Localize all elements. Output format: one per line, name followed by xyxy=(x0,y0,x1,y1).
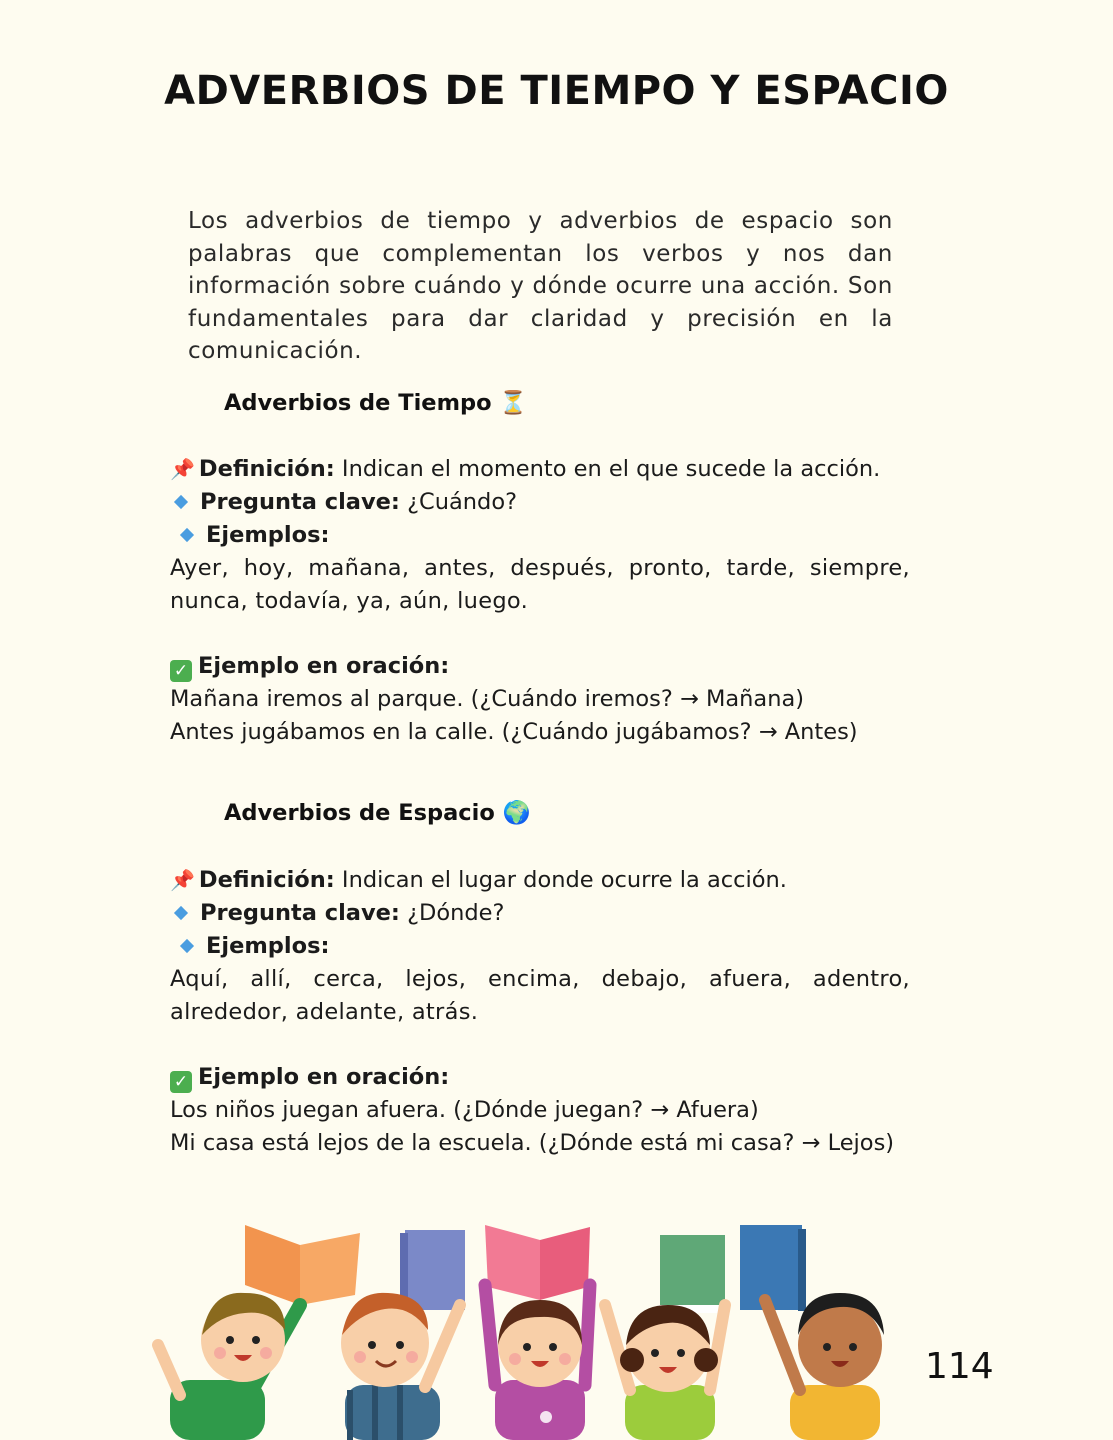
kid-2-illustration xyxy=(341,1230,465,1440)
espacio-definition xyxy=(170,864,910,897)
globe-icon: 🌍 xyxy=(502,800,531,826)
tiempo-sentence-1: Mañana iremos al parque. (¿Cuándo iremos? → Mañana) xyxy=(170,686,805,712)
espacio-sentence-1: Los niños juegan afuera. (¿Dónde juegan? → Afuera) xyxy=(170,1097,759,1123)
sentence-label: Ejemplo en oración: xyxy=(198,653,450,679)
diamond-icon xyxy=(180,527,194,541)
hourglass-icon: ⏳ xyxy=(499,390,528,416)
tiempo-sentence-2: Antes jugábamos en la calle. (¿Cuándo jugábamos? → Antes) xyxy=(170,719,858,745)
espacio-examples-label xyxy=(176,930,916,963)
sentence-label: Ejemplo en oración: xyxy=(198,1064,450,1090)
tiempo-question xyxy=(170,486,910,519)
kid-5-illustration xyxy=(740,1225,884,1440)
examples-label: Ejemplos: xyxy=(206,933,330,959)
pin-icon: 📌 xyxy=(170,868,195,892)
page-title: ADVERBIOS DE TIEMPO Y ESPACIO xyxy=(164,68,949,114)
diamond-icon xyxy=(180,938,194,952)
section-heading-tiempo-text: Adverbios de Tiempo xyxy=(224,390,492,416)
definition-label: Definición: xyxy=(198,456,335,482)
examples-label: Ejemplos: xyxy=(206,522,330,548)
section-heading-espacio xyxy=(224,800,531,826)
tiempo-examples-text: Ayer, hoy, mañana, antes, después, pronto, tarde, siempre, nunca, todavía, ya, aún, luego. xyxy=(170,555,910,614)
tiempo-definition xyxy=(170,453,910,486)
definition-text: Indican el lugar donde ocurre la acción. xyxy=(334,867,787,893)
espacio-sentence-label xyxy=(170,1061,910,1094)
definition-label: Definición: xyxy=(198,867,335,893)
section-heading-espacio-text: Adverbios de Espacio xyxy=(224,800,495,826)
espacio-sentence-2: Mi casa está lejos de la escuela. (¿Dónde está mi casa? → Lejos) xyxy=(170,1130,895,1156)
question-label: Pregunta clave: xyxy=(200,489,400,515)
diamond-icon xyxy=(174,494,188,508)
question-text: ¿Dónde? xyxy=(399,900,505,926)
espacio-question xyxy=(170,897,910,930)
check-icon: ✓ xyxy=(170,1071,192,1093)
kid-3-illustration xyxy=(485,1225,590,1440)
kid-1-illustration xyxy=(158,1225,360,1440)
tiempo-sentence-label xyxy=(170,650,910,683)
section-heading-tiempo xyxy=(224,390,527,416)
kids-with-books-illustration xyxy=(150,1205,910,1440)
question-label: Pregunta clave: xyxy=(200,900,400,926)
page-number: 114 xyxy=(925,1346,994,1387)
diamond-icon xyxy=(174,905,188,919)
definition-text: Indican el momento en el que sucede la acción. xyxy=(334,456,881,482)
kid-4-illustration xyxy=(605,1235,728,1440)
intro-paragraph: Los adverbios de tiempo y adverbios de espacio son palabras que complementan los verbos y nos dan información sobre cuándo y dónde ocurre una acción. Son fundamentales para dar claridad y precisión en la comunicación. xyxy=(188,208,893,364)
question-text: ¿Cuándo? xyxy=(399,489,518,515)
espacio-examples-text: Aquí, allí, cerca, lejos, encima, debajo, afuera, adentro, alrededor, adelante, atrás. xyxy=(170,966,910,1025)
tiempo-examples-label xyxy=(176,519,916,552)
pin-icon: 📌 xyxy=(170,457,195,481)
check-icon: ✓ xyxy=(170,660,192,682)
